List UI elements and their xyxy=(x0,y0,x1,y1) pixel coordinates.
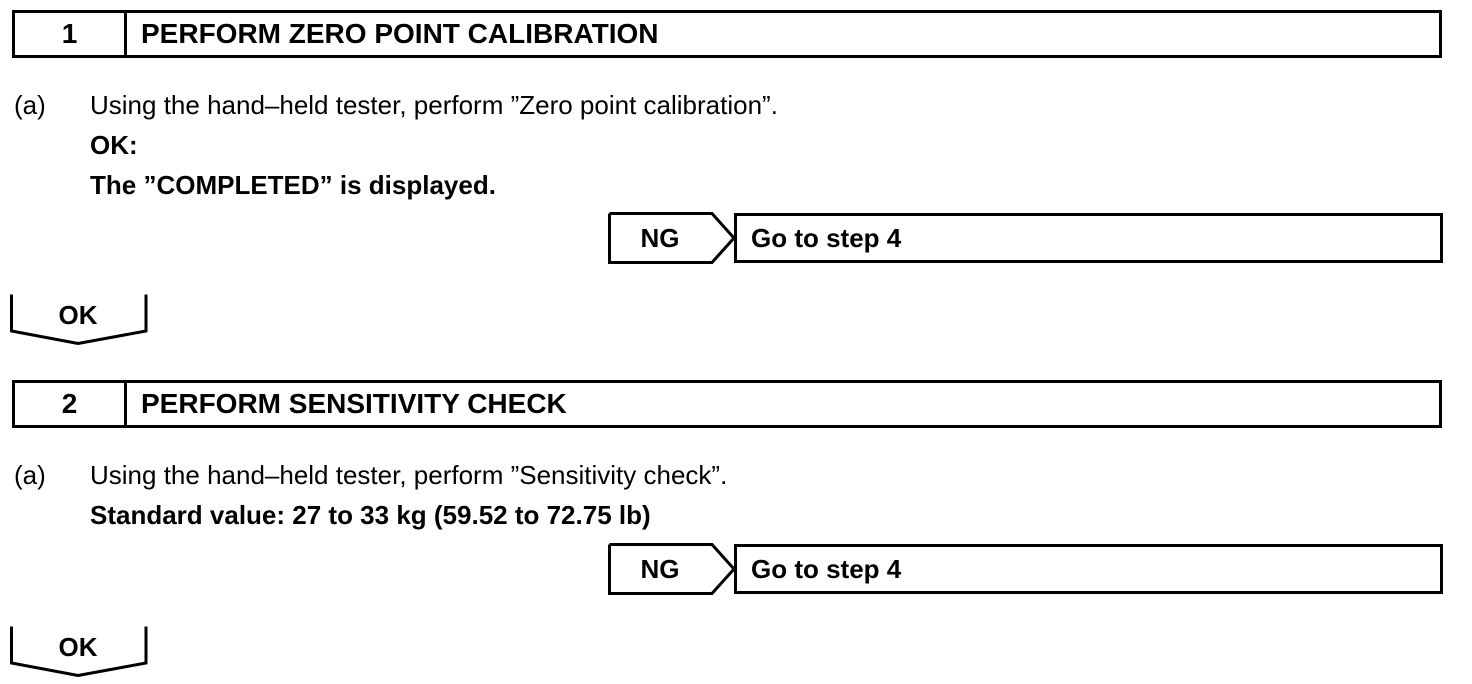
step-2-title: PERFORM SENSITIVITY CHECK xyxy=(141,388,567,419)
step-1-item-label: (a) xyxy=(14,90,46,120)
step-2-result-line-1: Standard value: 27 to 33 kg (59.52 to 72.75 lb) xyxy=(90,500,651,530)
step-2-ok-arrow xyxy=(10,625,150,677)
step-1-number: 1 xyxy=(15,13,127,55)
step-1-ok-label: OK xyxy=(58,299,98,330)
step-1-header xyxy=(12,10,1442,58)
step-1-result-line-2: The ”COMPLETED” is displayed. xyxy=(90,170,496,200)
step-2-ng-action: Go to step 4 xyxy=(734,544,1443,594)
step-2-number: 2 xyxy=(15,383,127,425)
step-2-item-label: (a) xyxy=(14,460,46,490)
step-2-ok-label: OK xyxy=(58,631,98,662)
step-1-ng-arrow xyxy=(608,212,738,264)
step-2-instruction: Using the hand–held tester, perform ”Sensitivity check”. xyxy=(90,460,728,490)
step-1-title: PERFORM ZERO POINT CALIBRATION xyxy=(141,18,659,49)
step-2-ng-label: NG xyxy=(640,553,680,584)
step-1-ng-label: NG xyxy=(640,222,680,253)
step-1-result-line-1: OK: xyxy=(90,130,138,160)
step-2-ng-arrow xyxy=(608,543,738,595)
step-1-ok-arrow xyxy=(10,293,150,345)
step-1-ng-action: Go to step 4 xyxy=(734,213,1443,263)
step-2-header xyxy=(12,380,1442,428)
step-1-instruction: Using the hand–held tester, perform ”Zero point calibration”. xyxy=(90,90,778,120)
